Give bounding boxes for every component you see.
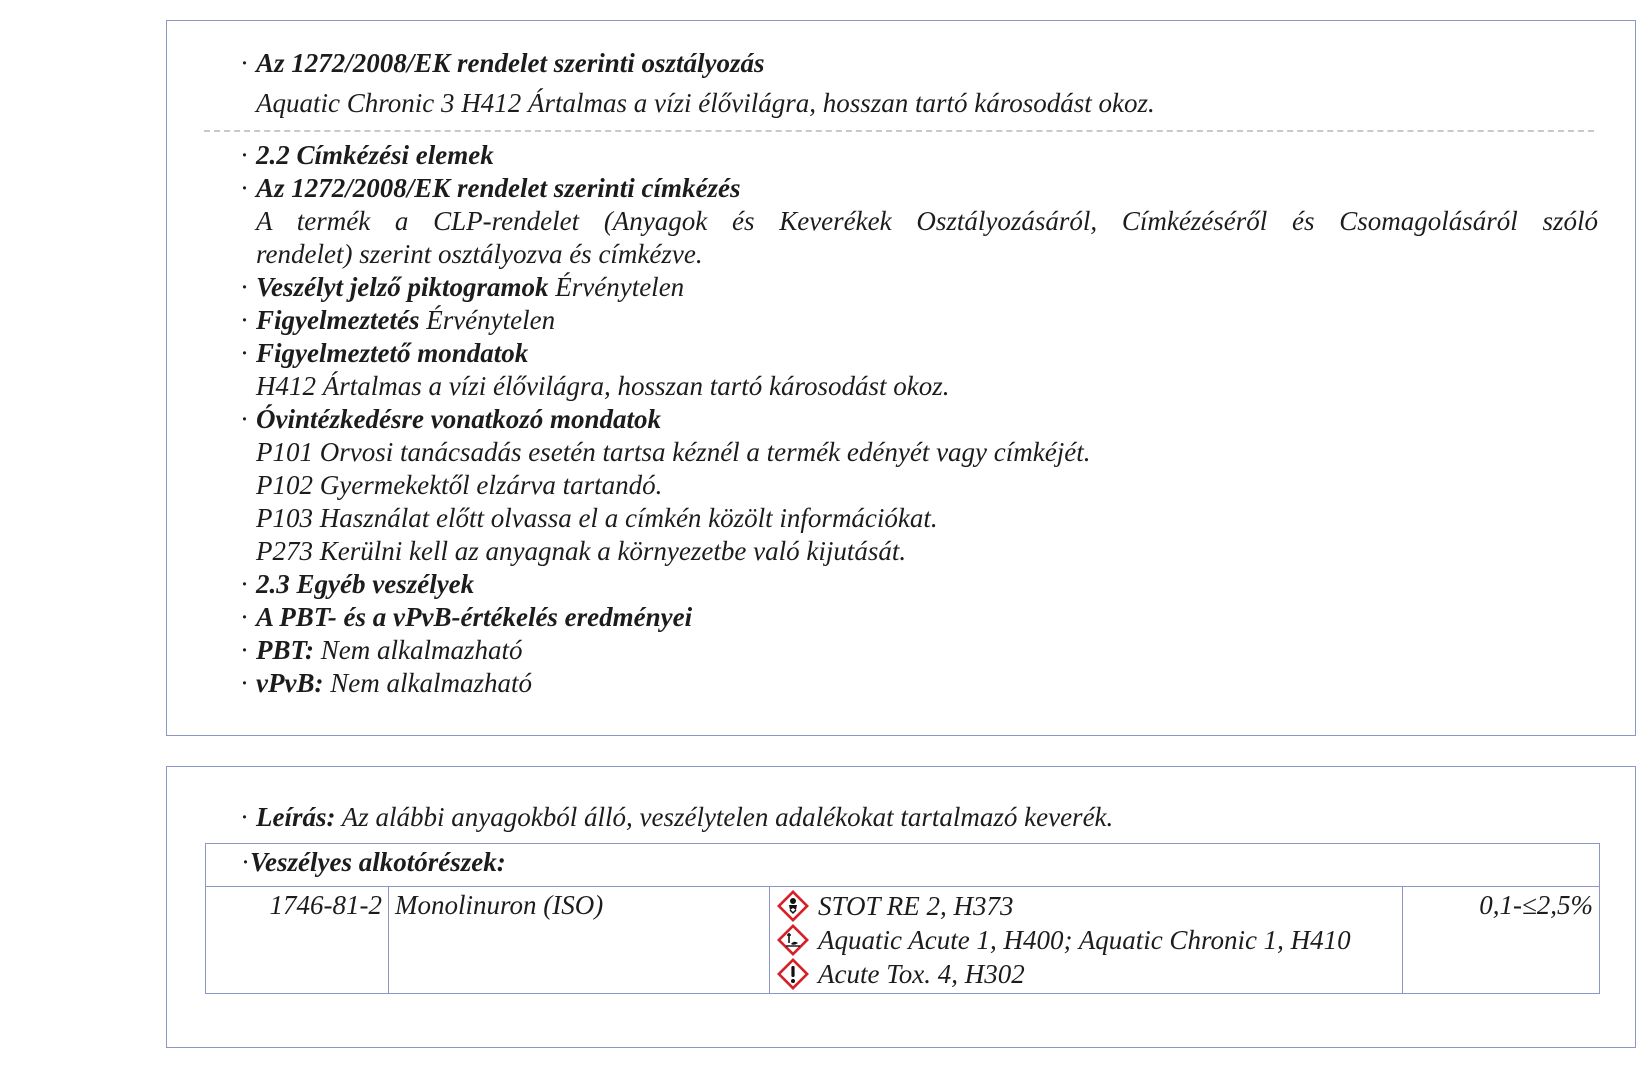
precautionary-heading: · Óvintézkedésre vonatkozó mondatok <box>240 404 661 434</box>
vpvb-row: · vPvB: Nem alkalmazható <box>240 668 532 698</box>
hazard-statement: H412 Ártalmas a vízi élővilágra, hosszan tartó károsodást okoz. <box>256 371 950 401</box>
hazard-statements-heading: · Figyelmeztető mondatok <box>240 338 529 368</box>
classification-text: Aquatic Chronic 3 H412 Ártalmas a vízi élővilágra, hosszan tartó károsodást okoz. <box>256 88 1155 118</box>
labelling-text-line2: rendelet) szerint osztályozva és címkézve. <box>256 239 703 269</box>
precautionary-statement: P102 Gyermekektől elzárva tartandó. <box>256 470 663 500</box>
pbt-row: · PBT: Nem alkalmazható <box>240 635 523 665</box>
components-header-row <box>206 844 1600 887</box>
precautionary-statement: P101 Orvosi tanácsadás esetén tartsa kéznél a termék edényét vagy címkéjét. <box>256 437 1091 467</box>
hazard-classification: Aquatic Acute 1, H400; Aquatic Chronic 1, H410 <box>776 923 1396 957</box>
signal-word-row: · Figyelmeztetés Érvénytelen <box>240 305 556 335</box>
table-row <box>206 887 1600 994</box>
hazard-classification-cell <box>770 887 1403 994</box>
health-hazard-icon <box>776 889 810 923</box>
environment-icon <box>776 923 810 957</box>
precautionary-statement: P103 Használat előtt olvassa el a címkén közölt információkat. <box>256 503 938 533</box>
pbt-assessment-heading: · A PBT- és a vPvB-értékelés eredményei <box>240 602 693 632</box>
description-row: · Leírás: Az alábbi anyagokból álló, veszélytelen adalékokat tartalmazó keverék. <box>240 802 1114 832</box>
other-hazards-heading: · 2.3 Egyéb veszélyek <box>240 569 475 599</box>
exclamation-mark-icon <box>776 957 810 991</box>
cas-number: 1746-81-2 <box>206 887 389 994</box>
labelling-heading: · Az 1272/2008/EK rendelet szerinti címkézés <box>240 173 741 203</box>
components-heading: ·Veszélyes alkotórészek: <box>206 844 1600 887</box>
components-table <box>205 843 1600 994</box>
component-name: Monolinuron (ISO) <box>389 887 770 994</box>
hazard-classification: STOT RE 2, H373 <box>776 889 1396 923</box>
classification-heading: · Az 1272/2008/EK rendelet szerinti osztályozás <box>240 48 765 78</box>
concentration: 0,1-≤2,5% <box>1403 887 1600 994</box>
labelling-text-line1: A termék a CLP-rendelet (Anyagok és Keverékek Osztályozásáról, Címkézéséről és Csomagolásáról szóló <box>256 206 1598 236</box>
section-divider <box>204 130 1594 132</box>
pictograms-row: · Veszélyt jelző piktogramok Érvénytelen <box>240 272 685 302</box>
label-elements-heading: · 2.2 Címkézési elemek <box>240 140 494 170</box>
hazard-classification: Acute Tox. 4, H302 <box>776 957 1396 991</box>
precautionary-statement: P273 Kerülni kell az anyagnak a környezetbe való kijutását. <box>256 536 907 566</box>
